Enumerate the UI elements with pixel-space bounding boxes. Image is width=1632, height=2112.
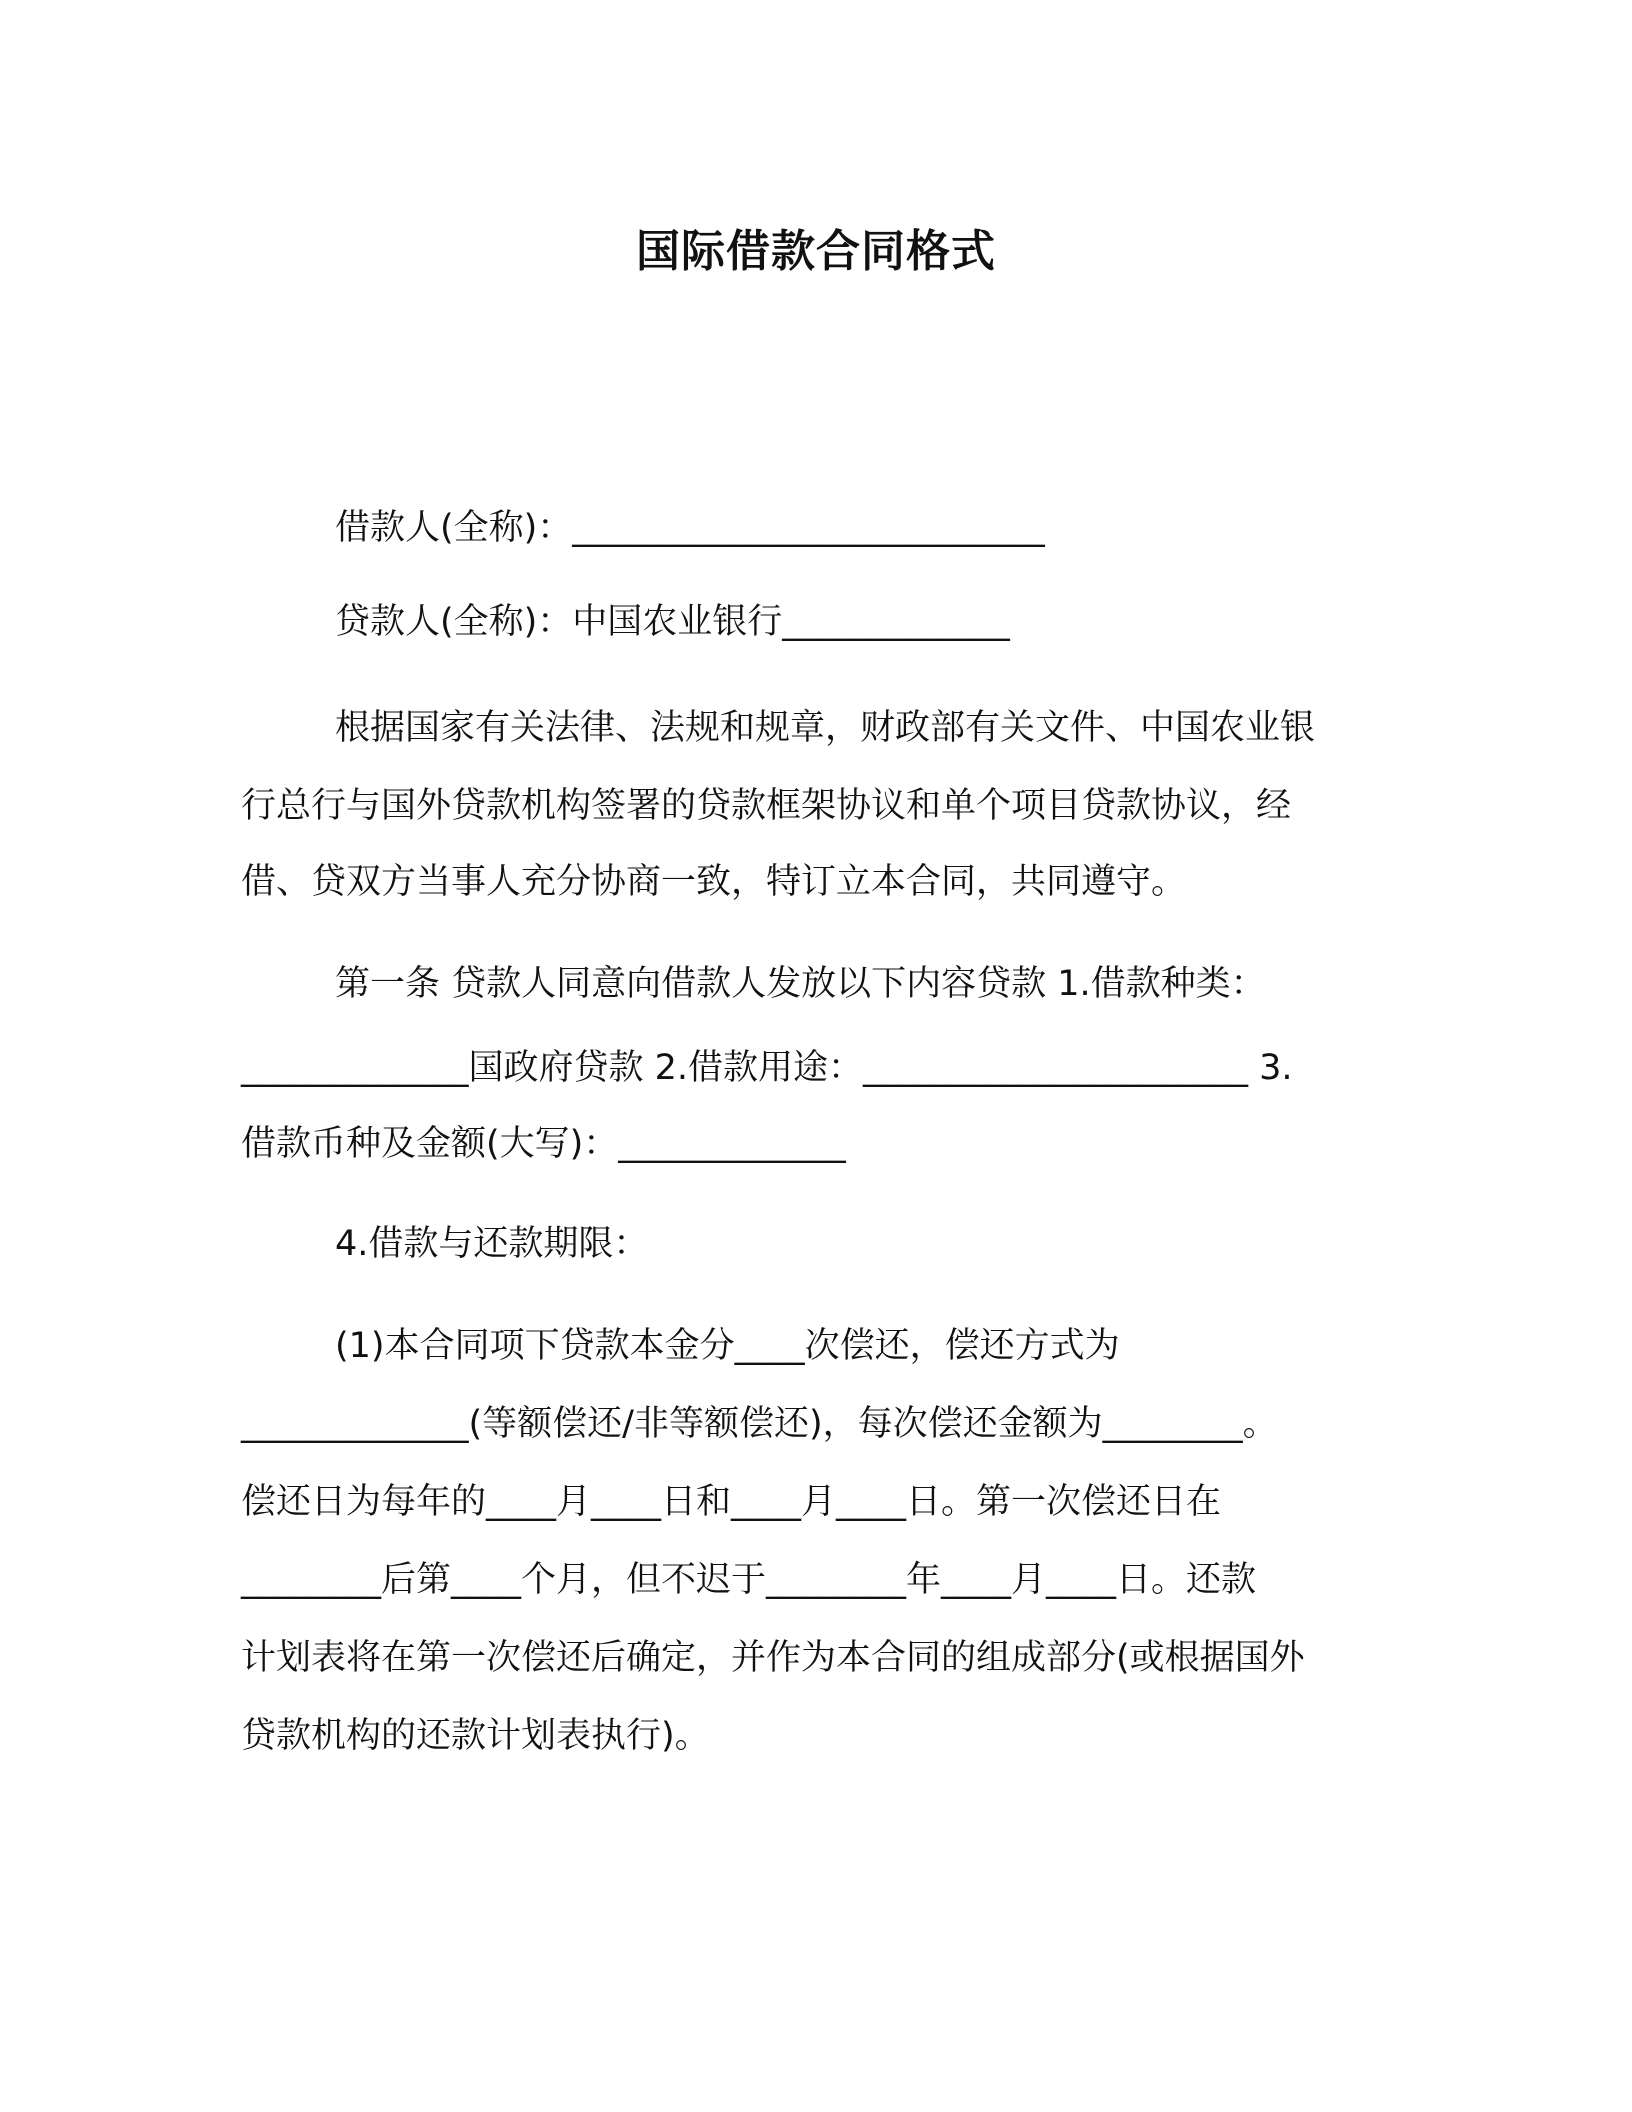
borrower-line: 借款人(全称)：___________________________ [335,508,1045,548]
repayment-line-5: 计划表将在第一次偿还后确定，并作为本合同的组成部分(或根据国外 [241,1638,1305,1678]
repayment-line-1: (1)本合同项下贷款本金分____次偿还，偿还方式为 [335,1326,1120,1366]
preamble-line-2: 行总行与国外贷款机构签署的贷款框架协议和单个项目贷款协议，经 [241,786,1292,826]
lender-line: 贷款人(全称)：中国农业银行_____________ [335,602,1010,642]
preamble-line-3: 借、贷双方当事人充分协商一致，特订立本合同，共同遵守。 [241,862,1187,902]
preamble-line-1: 根据国家有关法律、法规和规章，财政部有关文件、中国农业银 [335,708,1316,748]
repayment-line-2: _____________(等额偿还/非等额偿还)，每次偿还金额为________。 [241,1404,1278,1444]
term-heading: 4.借款与还款期限： [335,1224,649,1264]
article-1-line-3: 借款币种及金额(大写)：_____________ [241,1124,846,1164]
repayment-line-4: ________后第____个月，但不迟于________年____月____日。还款 [241,1560,1257,1600]
repayment-line-6: 贷款机构的还款计划表执行)。 [241,1716,710,1756]
document-title: 国际借款合同格式 [636,226,996,277]
repayment-line-3: 偿还日为每年的____月____日和____月____日。第一次偿还日在 [241,1482,1222,1522]
article-1-line-1: 第一条 贷款人同意向借款人发放以下内容贷款 1.借款种类： [335,964,1266,1004]
article-1-line-2: _____________国政府贷款 2.借款用途：______________________ 3. [241,1048,1293,1088]
